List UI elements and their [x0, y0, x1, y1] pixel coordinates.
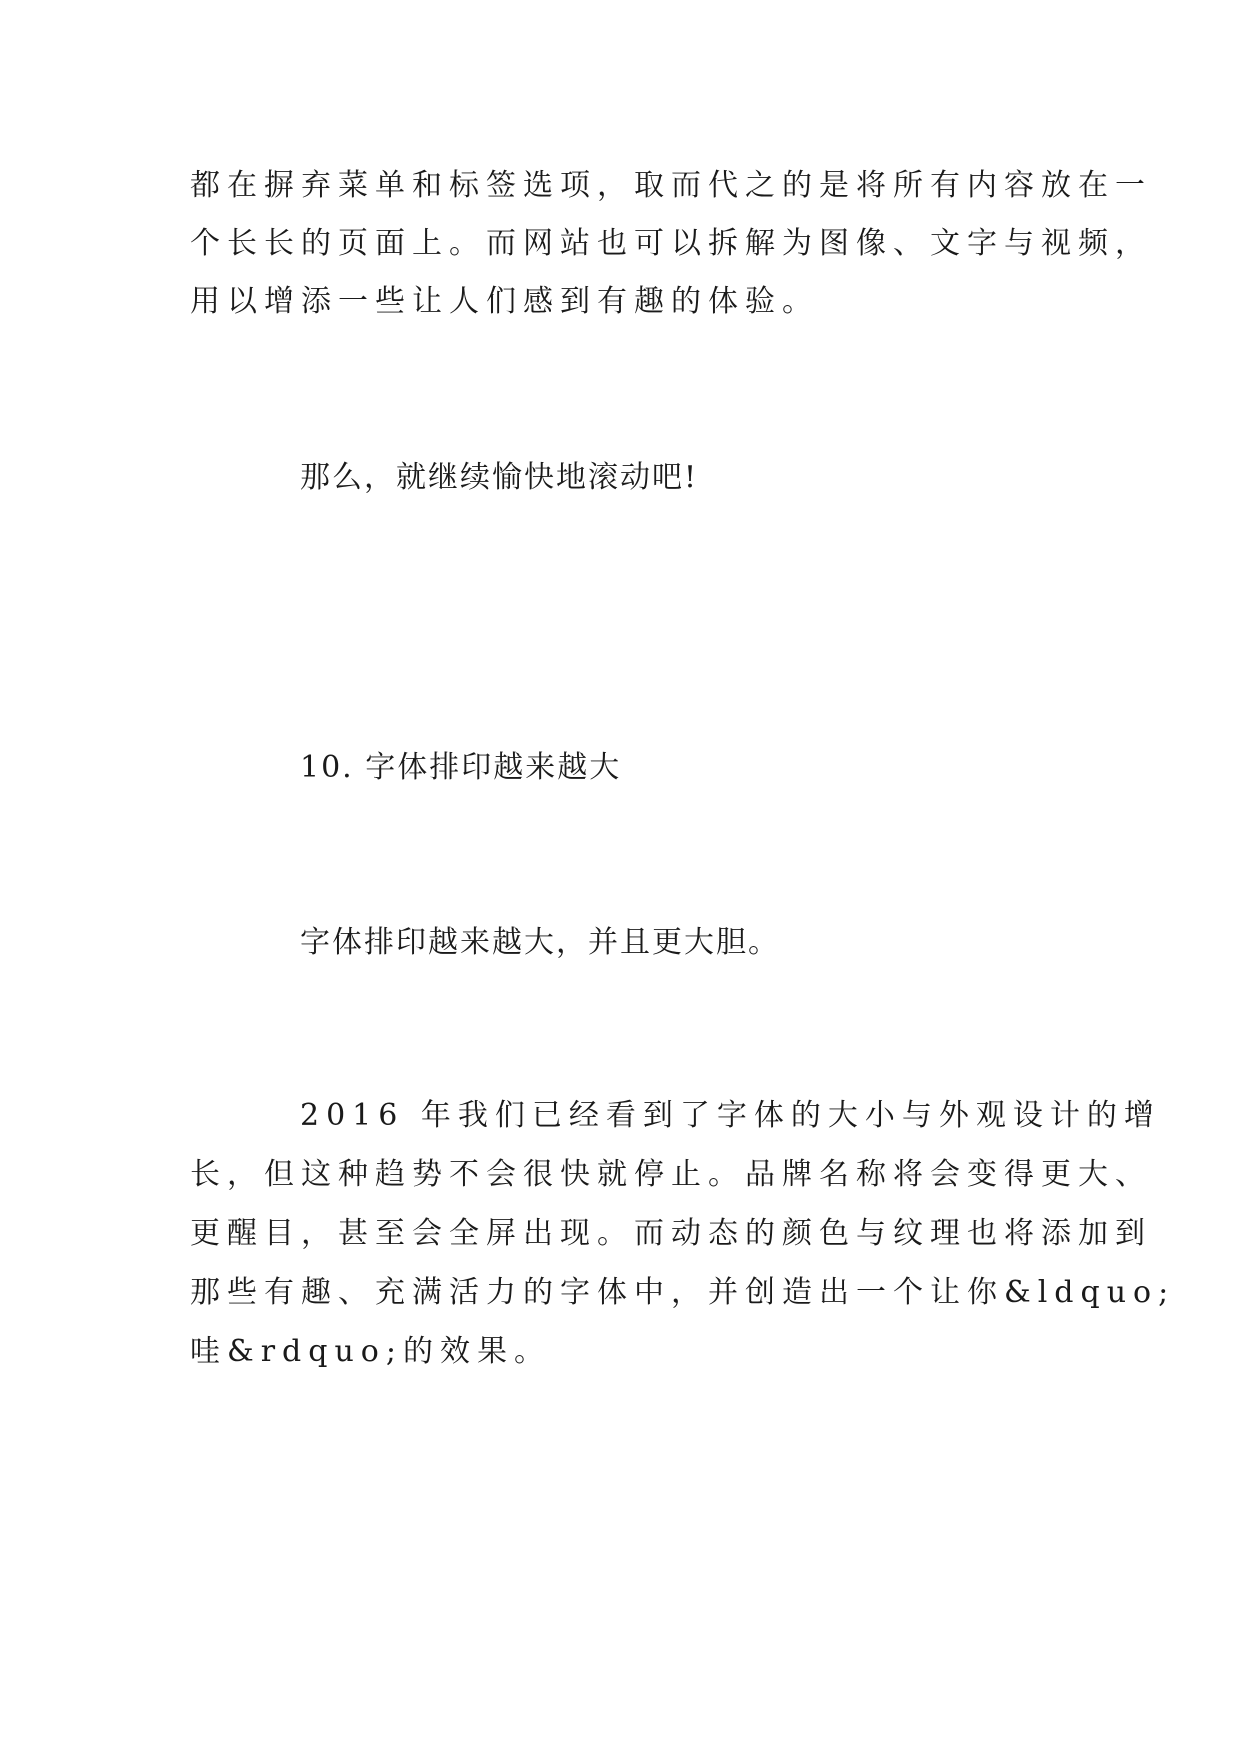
section-heading: 10. 字体排印越来越大	[300, 750, 622, 785]
paragraph-1-line-1: 都在摒弃菜单和标签选项，取而代之的是将所有内容放在一	[190, 168, 1152, 203]
paragraph-4-line-5: 哇&rdquo;的效果。	[190, 1334, 551, 1369]
paragraph-3: 字体排印越来越大，并且更大胆。	[300, 925, 780, 960]
paragraph-4-line-4: 那些有趣、充满活力的字体中，并创造出一个让你&ldquo;	[190, 1275, 1176, 1310]
paragraph-1-line-2: 个长长的页面上。而网站也可以拆解为图像、文字与视频，	[190, 226, 1152, 261]
paragraph-4-line-1: 2016 年我们已经看到了字体的大小与外观设计的增	[300, 1098, 1161, 1133]
paragraph-4-line-3: 更醒目，甚至会全屏出现。而动态的颜色与纹理也将添加到	[190, 1216, 1152, 1251]
paragraph-4-line-2: 长，但这种趋势不会很快就停止。品牌名称将会变得更大、	[190, 1157, 1152, 1192]
paragraph-1-line-3: 用以增添一些让人们感到有趣的体验。	[190, 284, 819, 319]
paragraph-2: 那么，就继续愉快地滚动吧!	[300, 460, 699, 495]
